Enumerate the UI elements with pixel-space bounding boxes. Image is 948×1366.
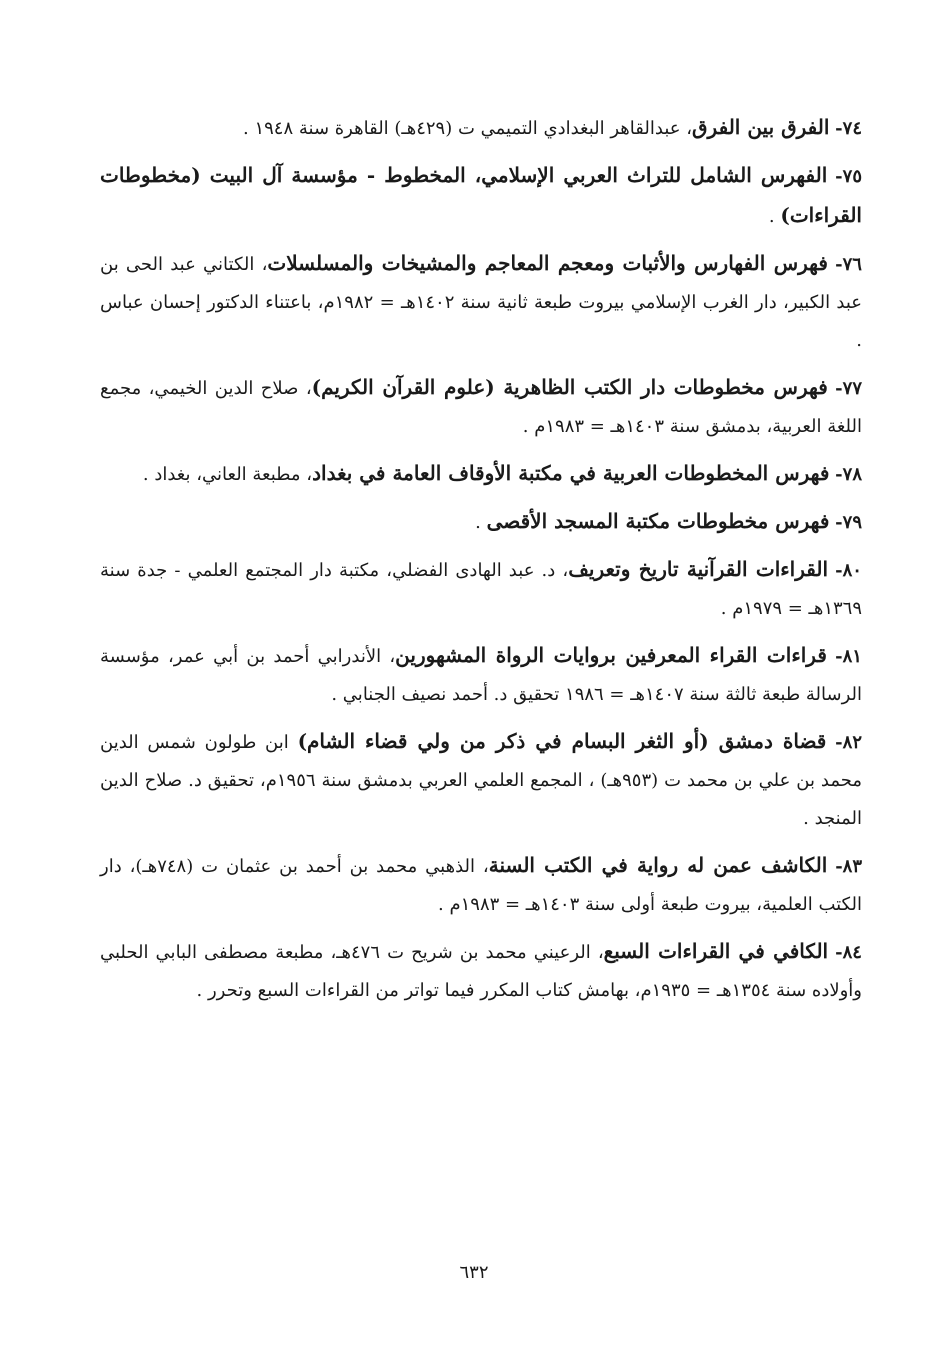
- entry-details: ، صلاح الدين الخيمي، مجمع اللغة العربية، بدمشق سنة ١٤٠٣هـ = ١٩٨٣م .: [100, 378, 862, 437]
- entry-details: ، د. عبد الهادى الفضلي، مكتبة دار المجتمع العلمي - جدة سنة ١٣٦٩هـ = ١٩٧٩م .: [100, 560, 862, 619]
- entry-details: ، الكتاني عبد الحى بن عبد الكبير، دار الغرب الإسلامي بيروت طبعة ثانية سنة ١٤٠٢هـ = ١٩٨٢م، باعتناء الدكتور إحسان عباس .: [100, 254, 862, 351]
- entry-details: ، الأندرابي أحمد بن أبي عمر، مؤسسة الرسالة طبعة ثالثة سنة ١٤٠٧هـ = ١٩٨٦ تحقيق د. أحمد نصيف الجنابي .: [100, 646, 862, 705]
- entry-title: فهرس مخطوطات دار الكتب الظاهرية (علوم القرآن الكريم): [311, 375, 828, 399]
- entry-title: فهرس المخطوطات العربية في مكتبة الأوقاف العامة في بغداد: [312, 461, 830, 485]
- entry-number: ٧٦-: [835, 254, 862, 275]
- entry-details: ، مطبعة العاني، بغداد .: [142, 464, 313, 485]
- entry-details: ، عبدالقاهر البغدادي التميمي ت (٤٢٩هـ) القاهرة سنة ١٩٤٨ .: [243, 118, 693, 139]
- bibliography-entry-76: [100, 244, 862, 360]
- entry-number: ٧٧-: [835, 378, 862, 399]
- entry-number: ٨٠-: [835, 560, 862, 581]
- entry-title: الكافي في القراءات السبع: [603, 939, 829, 963]
- entry-number: ٨٤-: [835, 942, 862, 963]
- entry-details: ، الرعيني محمد بن شريح ت ٤٧٦هـ، مطبعة مصطفى البابي الحلبي وأولاده سنة ١٣٥٤هـ = ١٩٣٥م، بهامش كتاب المكرر فيما تواتر من القراءات السبع وتحرر .: [100, 942, 862, 1001]
- entry-details: .: [475, 512, 487, 533]
- bibliography-entry-80: [100, 550, 862, 628]
- entry-title: الكاشف عمن له رواية في الكتب السنة: [488, 853, 828, 877]
- entry-number: ٧٥-: [835, 166, 862, 187]
- entry-number: ٧٩-: [835, 512, 862, 533]
- bibliography-list: [100, 108, 862, 1018]
- entry-title: الفرق بين الفرق: [692, 115, 830, 139]
- entry-title: القراءات القرآنية تاريخ وتعريف: [568, 557, 829, 581]
- bibliography-entry-79: [100, 502, 862, 542]
- bibliography-entry-74: [100, 108, 862, 148]
- entry-number: ٨٣-: [835, 856, 863, 877]
- entry-number: ٧٤-: [835, 118, 862, 139]
- entry-title: قراءات القراء المعرفين بروايات الرواة المشهورين: [395, 643, 827, 667]
- bibliography-entry-84: [100, 932, 862, 1010]
- bibliography-entry-82: [100, 722, 862, 838]
- entry-number: ٨١-: [835, 646, 862, 667]
- entry-details: .: [768, 206, 781, 227]
- entry-number: ٨٢-: [835, 732, 862, 753]
- entry-title: فهرس الفهارس والأثبات ومعجم المعاجم والمشيخات والمسلسلات: [267, 251, 828, 275]
- entry-title: فهرس مخطوطات مكتبة المسجد الأقصى: [486, 509, 830, 533]
- bibliography-entry-77: [100, 368, 862, 446]
- bibliography-entry-75: [100, 156, 862, 236]
- entry-title: قضاة دمشق (أو الثغر البسام في ذكر من ولي قضاء الشام): [297, 729, 827, 753]
- bibliography-entry-78: [100, 454, 862, 494]
- entry-details: ، الذهبي محمد بن أحمد بن عثمان ت (٧٤٨هـ)، دار الكتب العلمية، بيروت طبعة أولى سنة ١٤٠٣هـ = ١٩٨٣م .: [100, 856, 862, 915]
- entry-title: الفهرس الشامل للتراث العربي الإسلامي، المخطوط - مؤسسة آل البيت (مخطوطات القراءات): [100, 163, 862, 227]
- page-number: ٦٣٢: [459, 1262, 489, 1283]
- entry-details: ابن طولون شمس الدين محمد بن علي بن محمد ت (٩٥٣هـ) ، المجمع العلمي العربي بدمشق سنة ١٩٥٦م، تحقيق د. صلاح الدين المنجد .: [100, 732, 863, 829]
- bibliography-entry-81: [100, 636, 862, 714]
- entry-number: ٧٨-: [835, 464, 862, 485]
- bibliography-entry-83: [100, 846, 862, 924]
